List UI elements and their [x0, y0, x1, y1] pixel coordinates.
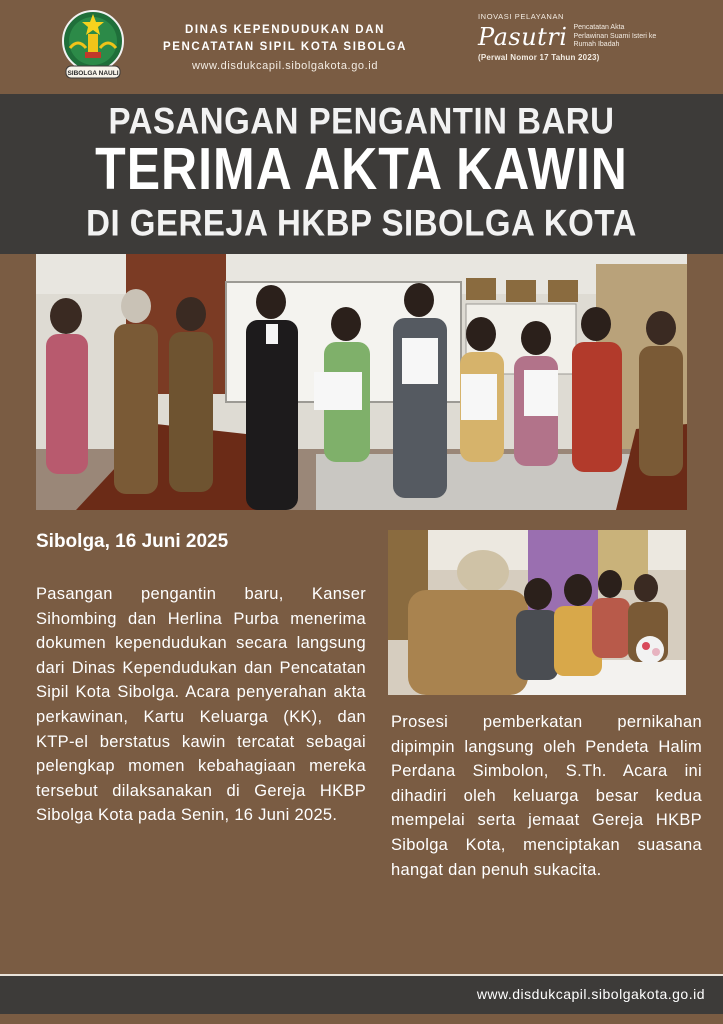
sibolga-emblem-logo — [58, 8, 128, 80]
program-name: Pasutri — [478, 23, 568, 51]
program-tag: INOVASI PELAYANAN — [478, 12, 565, 21]
article-paragraph-1: Pasangan pengantin baru, Kanser Sihombing dan Herlina Purba menerima dokumen kependudukan secara langsung dari Dinas Kependudukan dan Pencatatan Sipil Kota Sibolga. Acara penyerahan akta perkawinan, Kartu Keluarga (KK), dan KTP-el berstatus kawin tercatat sebagai pelengkap momen kebahagiaan mereka tersebut dilaksanakan di Gereja HKBP Sibolga Kota pada Senin, 16 Juni 2025. — [36, 585, 366, 825]
group-photo — [36, 254, 687, 510]
agency-name-line1: DINAS KEPENDUDUKAN DAN — [184, 24, 386, 36]
agency-name-line2: PENCATATAN SIPIL KOTA SIBOLGA — [162, 41, 408, 53]
headline-line2: TERIMA AKTA KAWIN — [95, 135, 628, 203]
program-description: Pencatatan Akta Perlawinan Suami Isteri ke Rumah Ibadah — [573, 24, 657, 49]
agency-website[interactable]: www.disdukcapil.sibolgakota.go.id — [191, 60, 379, 72]
headline-line3: DI GEREJA HKBP SIBOLGA KOTA — [86, 201, 637, 244]
headline-line1: PASANGAN PENGANTIN BARU — [108, 99, 615, 142]
signing-photo — [388, 530, 686, 695]
footer-bar — [0, 976, 723, 1014]
dateline: Sibolga, 16 Juni 2025 — [36, 531, 229, 552]
agency-block — [140, 22, 430, 74]
logo-caption: SIBOLGA NAULI — [67, 70, 119, 77]
program-regulation: (Perwal Nomor 17 Tahun 2023) — [478, 53, 600, 62]
program-badge — [478, 12, 658, 62]
bottom-strip — [0, 1014, 723, 1024]
article-paragraph-2: Prosesi pemberkatan pernikahan dipimpin langsung oleh Pendeta Halim Perdana Simbolon, S.Th. Acara ini dihadiri oleh keluarga besar kedua mempelai serta jemaat Gereja HKBP Sibolga Kota, menciptakan suasana hangat dan penuh sukacita. — [391, 713, 702, 879]
footer-website[interactable]: www.disdukcapil.sibolgakota.go.id — [476, 986, 705, 1002]
headline-band — [0, 94, 723, 254]
header — [0, 0, 723, 94]
